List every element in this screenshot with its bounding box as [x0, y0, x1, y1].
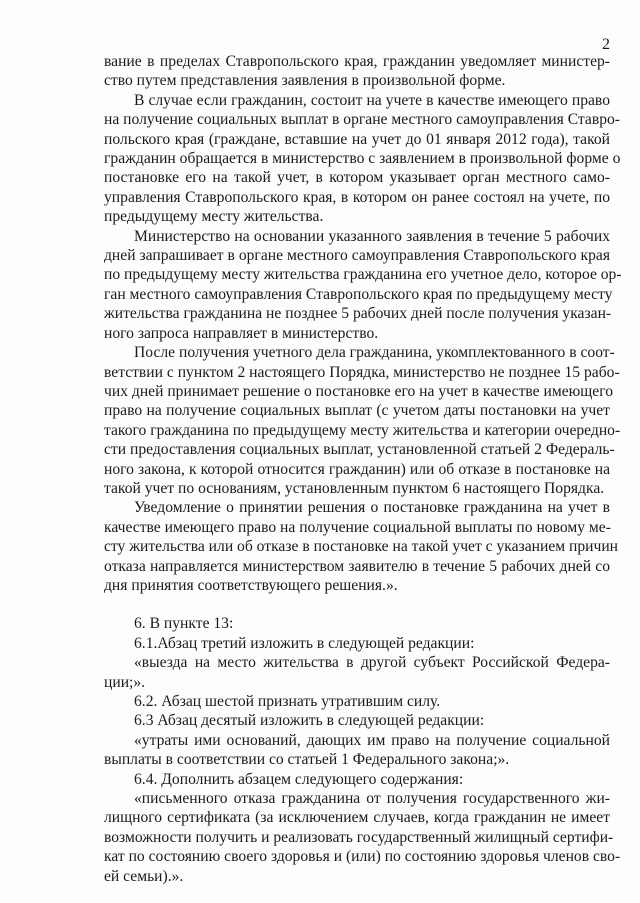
text-line: Уведомление о принятии решения о постановке гражданина на учет в	[134, 499, 610, 517]
text-line: вание в пределах Ставропольского края, гражданин уведомляет министер-	[104, 53, 610, 70]
text-line: отказа направляется министерством заявителю в течение 5 рабочих дней со	[104, 557, 610, 575]
text-line: В случае если гражданин, состоит на учете в качестве имеющего право	[134, 91, 610, 109]
text-line: 6.3 Абзац десятый изложить в следующей редакции:	[134, 712, 485, 730]
text-line: сти предоставления социальных выплат, установленной статьей 2 Федераль-	[104, 441, 615, 459]
paragraph-gap	[104, 595, 610, 614]
text-line: кат по состоянию своего здоровья и (или) по состоянию здоровья членов сво-	[104, 848, 621, 866]
text-line: такого гражданина по предыдущему месту жительства и категории очередно-	[104, 421, 621, 439]
text-line: управления Ставропольского края, в котором он ранее состоял на учете, по	[104, 188, 610, 206]
document-body	[104, 52, 622, 886]
text-line: ветствии с пунктом 2 настоящего Порядка, министерство не позднее 15 рабо-	[104, 363, 620, 381]
text-line: 6.4. Дополнить абзацем следующего содержания:	[134, 770, 464, 788]
text-line: право на получение социальных выплат (с учетом даты постановки на учет	[104, 402, 610, 420]
text-line: ган местного самоуправления Ставропольского края по предыдущему месту	[104, 285, 613, 303]
text-line: 6. В пункте 13:	[134, 615, 234, 633]
text-line: «выезда на место жительства в другой субъект Российской Федера-	[134, 654, 610, 672]
text-line: жительства гражданина не позднее 5 рабочих дней после получения указан-	[104, 305, 612, 323]
text-line: возможности получить и реализовать государственный жилищный сертифи-	[104, 828, 614, 846]
text-line: дней запрашивает в органе местного самоуправления Ставропольского края	[104, 247, 610, 265]
text-line: «письменного отказа гражданина от получения государственного жи-	[134, 790, 610, 808]
text-line: 6.2. Абзац шестой признать утратившим силу.	[134, 693, 441, 710]
text-line: польского края (граждане, вставшие на учет до 01 января 2012 года), такой	[104, 130, 610, 148]
text-line: ции;».	[104, 673, 146, 691]
text-line: чих дней принимает решение о постановке его на учет в качестве имеющего	[104, 382, 614, 400]
text-line: лищного сертификата (за исключением случаев, когда гражданин не имеет	[104, 809, 610, 827]
text-line: 6.1.Абзац третий изложить в следующей редакции:	[134, 634, 475, 652]
text-line: ного запроса направляет в министерство.	[104, 324, 379, 342]
text-line: После получения учетного дела гражданина, укомплектованного в соот-	[134, 344, 615, 362]
text-line: по предыдущему месту жительства гражданина его учетное дело, которое ор-	[104, 266, 622, 284]
text-line: такой учет по основаниям, установленным пунктом 6 настоящего Порядка.	[104, 479, 605, 497]
text-line: «утраты ими оснований, дающих им право на получение социальной	[134, 731, 610, 749]
text-line: ство путем представления заявления в произвольной форме.	[104, 72, 506, 90]
text-line: Министерство на основании указанного заявления в течение 5 рабочих	[134, 227, 610, 245]
text-line: на получение социальных выплат в органе местного самоуправления Ставро-	[104, 111, 620, 129]
text-line: ей семьи).».	[104, 867, 184, 885]
text-line: качестве имеющего право на получение социальной выплаты по новому ме-	[104, 518, 611, 536]
page-number: 2	[602, 36, 610, 53]
text-line: предыдущему месту жительства.	[104, 208, 324, 226]
text-line: выплаты в соответствии со статьей 1 Федерального закона;».	[104, 751, 510, 769]
text-line: сту жительства или об отказе в постановке на такой учет с указанием причин	[104, 538, 619, 556]
text-line: дня принятия соответствующего решения.».	[104, 576, 398, 594]
text-line: постановке его на такой учет, в котором указывает орган местного само-	[104, 169, 610, 187]
text-line: ного закона, к которой относится гражданин) или об отказе в постановке на	[104, 460, 610, 478]
text-line: гражданин обращается в министерство с заявлением в произвольной форме о	[104, 150, 621, 168]
